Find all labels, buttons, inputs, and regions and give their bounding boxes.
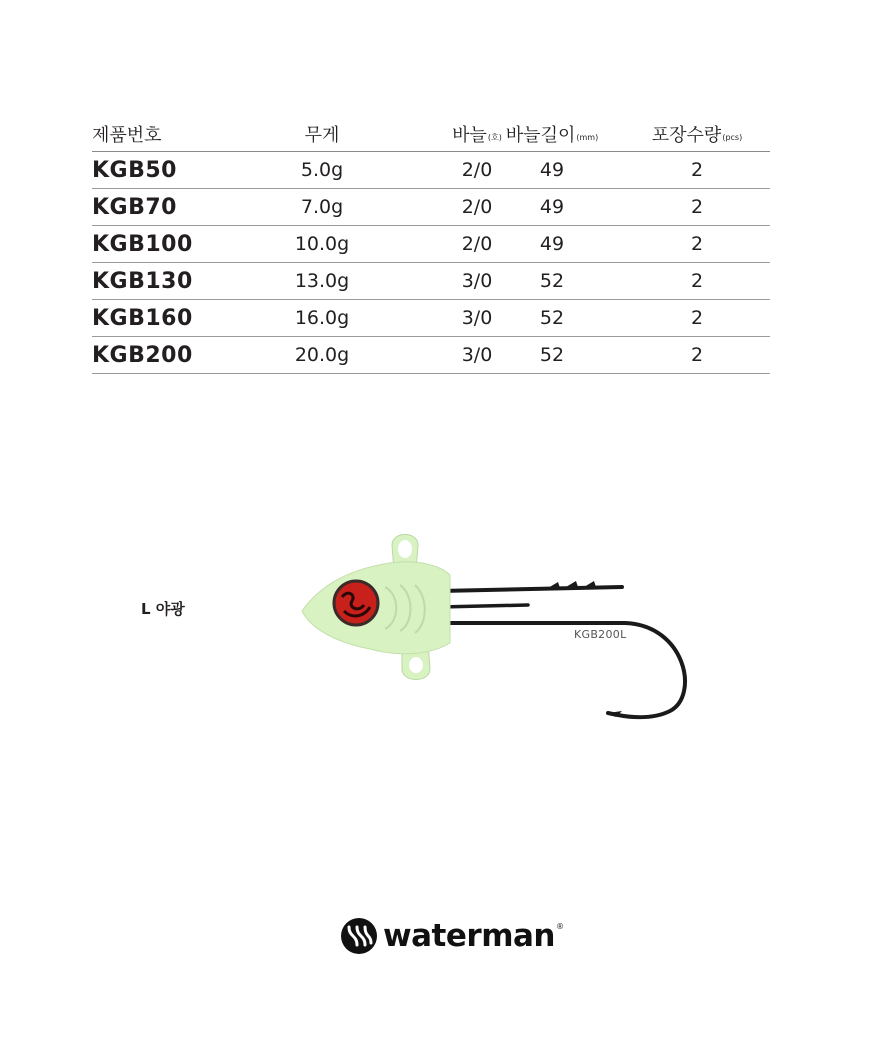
cell-model: KGB100 [92,231,193,257]
header-unit: (pcs) [722,133,743,142]
cell-weight: 16.0g [294,307,350,329]
variant-label: L 야광 [141,600,185,618]
header-pack-qty [622,112,772,153]
cell-pack-qty: 2 [690,270,704,292]
header-label: 무게 [304,124,340,146]
cell-model: KGB50 [92,157,177,183]
cell-pack-qty: 2 [690,159,704,181]
cell-hook-length: 49 [539,196,565,218]
waterman-logo-icon [340,917,378,955]
cell-hook: 2/0 [461,233,493,255]
brand-registered-mark: ® [555,921,564,931]
cell-weight: 10.0g [294,233,350,255]
table-row [92,189,770,226]
table-header-row [92,112,770,152]
cell-model: KGB130 [92,268,193,294]
hook-shank-middle [440,605,528,607]
cell-hook-length: 49 [539,159,565,181]
cell-pack-qty: 2 [690,233,704,255]
cell-pack-qty: 2 [690,344,704,366]
cell-hook: 2/0 [461,159,493,181]
cell-weight: 13.0g [294,270,350,292]
header-unit: (mm) [576,133,599,142]
cell-hook: 3/0 [461,344,493,366]
cell-model: KGB160 [92,305,193,331]
cell-weight: 20.0g [294,344,350,366]
jig-head-image [290,525,710,725]
eye [334,581,378,625]
cell-pack-qty: 2 [690,307,704,329]
header-label: 바늘길이 [505,124,576,146]
hook-barb [548,581,596,588]
product-caption: KGB200L [574,628,627,641]
brand-name: waterman [383,918,555,954]
brand-logo [340,914,564,958]
header-label: 바늘 [452,124,487,146]
cell-model: KGB70 [92,194,177,220]
cell-model: KGB200 [92,342,193,368]
cell-hook: 3/0 [461,307,493,329]
table-row [92,337,770,374]
cell-weight: 7.0g [300,196,344,218]
table-row [92,226,770,263]
cell-hook-length: 52 [539,307,565,329]
table-row [92,263,770,300]
hook-shank-top [440,587,622,591]
table-row [92,152,770,189]
hook-main [440,623,685,717]
header-hook-length [492,112,612,153]
cell-hook-length: 52 [539,344,565,366]
cell-pack-qty: 2 [690,196,704,218]
cell-hook-length: 49 [539,233,565,255]
header-label: 포장수량 [651,124,722,146]
header-unit: (호) [487,133,502,142]
cell-hook-length: 52 [539,270,565,292]
cell-weight: 5.0g [300,159,344,181]
header-label: 제품번호 [92,124,162,146]
cell-hook: 3/0 [461,270,493,292]
cell-hook: 2/0 [461,196,493,218]
table-row [92,300,770,337]
spec-table [92,112,770,374]
